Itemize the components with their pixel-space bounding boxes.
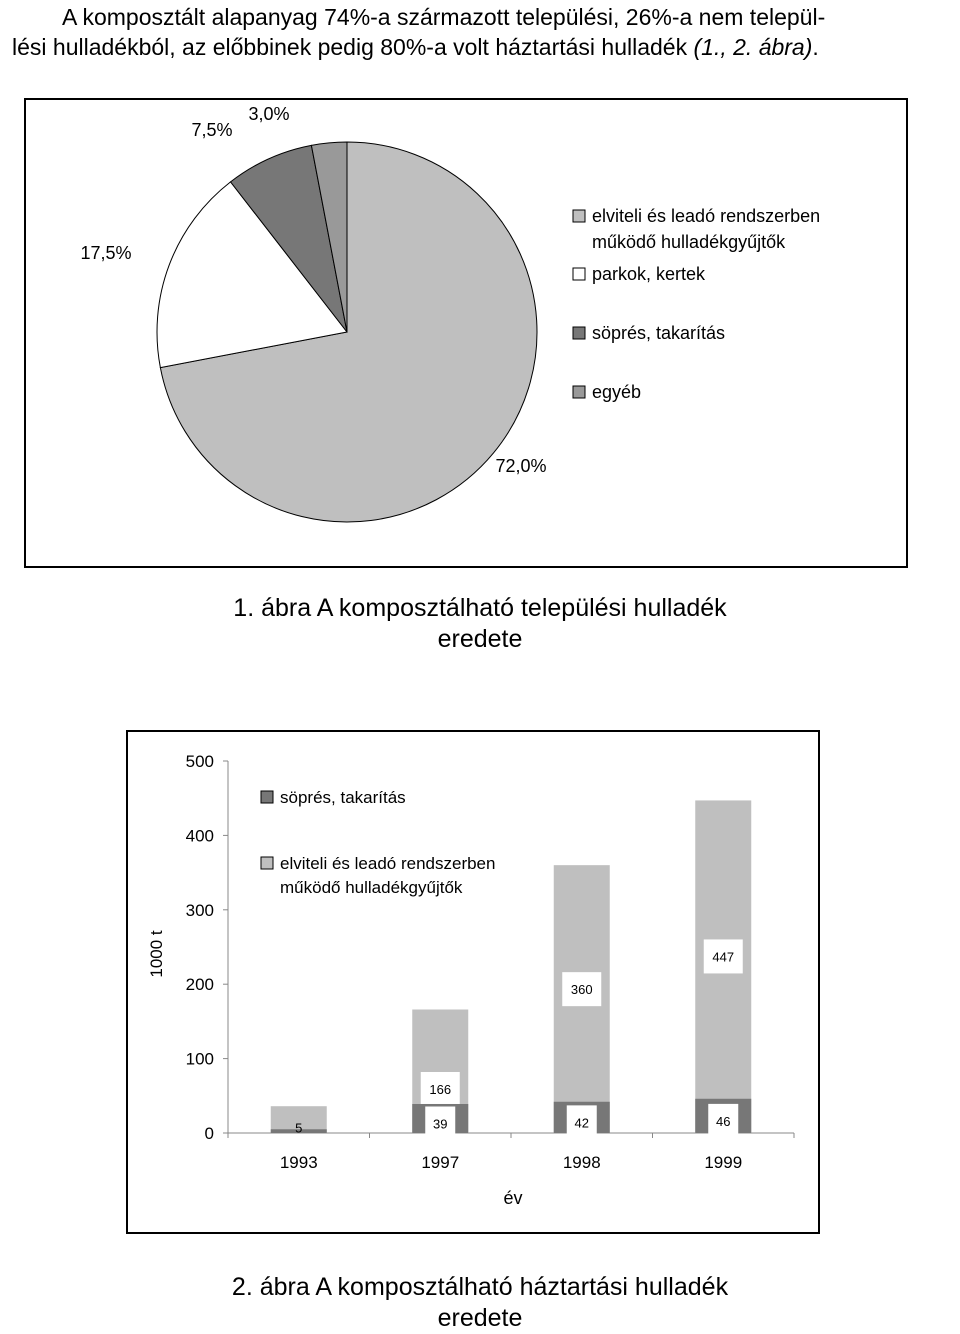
- bar-legend-label-2-2: működő hulladékgyűjtők: [280, 878, 463, 897]
- pie-slice-label-3: 7,5%: [191, 120, 233, 140]
- pie-legend-swatch-3: [573, 327, 585, 339]
- data-label-1999-series-2: 46: [716, 1113, 731, 1129]
- intro-line-2: [12, 32, 952, 62]
- bar-chart: [128, 732, 818, 1232]
- y-tick-label-200: 200: [185, 975, 214, 995]
- pie-legend-swatch-4: [573, 386, 585, 398]
- figure-1-caption-line-1: 1. ábra A komposztálható települési hulladék: [233, 594, 727, 622]
- bar-legend-label-1: söprés, takarítás: [280, 788, 406, 807]
- pie-slice-label-4: 3,0%: [248, 104, 290, 124]
- pie-legend-label-3: söprés, takarítás: [592, 323, 726, 343]
- pie-legend-label-2: parkok, kertek: [592, 264, 706, 284]
- pie-legend-swatch-1: [573, 210, 585, 222]
- data-label-1998-series-2: 42: [574, 1115, 589, 1131]
- intro-line-2-end: .: [812, 34, 819, 60]
- data-label-1997-series-1: 166: [429, 1082, 452, 1097]
- intro-line-1: A komposztált alapanyag 74%-a származott települési, 26%-a nem települ-: [62, 4, 826, 30]
- data-label-1998-series-1: 360: [570, 982, 593, 998]
- figure-2-caption-line-2: eredete: [437, 1304, 523, 1332]
- y-axis-title: 1000 t: [147, 930, 166, 978]
- figure-2-caption-line-1: 2. ábra A komposztálható háztartási hulladék: [231, 1273, 729, 1301]
- y-tick-label-400: 400: [185, 826, 214, 846]
- x-tick-label-1998: 1998: [562, 1153, 601, 1172]
- intro-line-2-text: lési hulladékból, az előbbinek pedig 80%-a volt háztartási hulladék: [12, 34, 694, 60]
- pie-chart: [26, 100, 906, 566]
- y-tick-label-0: 0: [204, 1124, 214, 1143]
- y-tick-label-500: 500: [185, 752, 214, 771]
- x-tick-label-1993: 1993: [279, 1153, 318, 1172]
- data-label-1997-series-2: 39: [433, 1116, 448, 1132]
- data-label-1999-series-1: 447: [712, 949, 735, 965]
- y-tick-label-100: 100: [185, 1049, 214, 1069]
- pie-legend-swatch-2: [573, 268, 585, 280]
- bar-legend-swatch-2: [261, 857, 273, 869]
- figure-1-caption: [0, 593, 960, 655]
- bar-chart-frame: [126, 730, 820, 1234]
- intro-paragraph: [12, 2, 952, 62]
- x-tick-label-1999: 1999: [704, 1153, 743, 1172]
- x-tick-label-1997: 1997: [421, 1153, 460, 1172]
- figure-2-caption: [0, 1272, 960, 1334]
- pie-slice-label-1: 72,0%: [495, 456, 547, 476]
- pie-legend-label-1-1: elviteli és leadó rendszerben: [592, 206, 821, 226]
- x-axis-title: év: [503, 1188, 523, 1208]
- data-label-1993-series-2: 5: [295, 1120, 303, 1136]
- bar-legend-label-2-1: elviteli és leadó rendszerben: [280, 854, 496, 873]
- pie-chart-frame: [24, 98, 908, 568]
- y-tick-label-300: 300: [185, 900, 214, 920]
- pie-legend-label-1-2: működő hulladékgyűjtők: [592, 232, 786, 252]
- pie-slice-label-2: 17,5%: [80, 243, 132, 263]
- figure-reference: (1., 2. ábra): [693, 34, 813, 60]
- figure-1-caption-line-2: eredete: [437, 625, 523, 653]
- pie-legend-label-4: egyéb: [592, 382, 642, 402]
- bar-legend-swatch-1: [261, 791, 273, 803]
